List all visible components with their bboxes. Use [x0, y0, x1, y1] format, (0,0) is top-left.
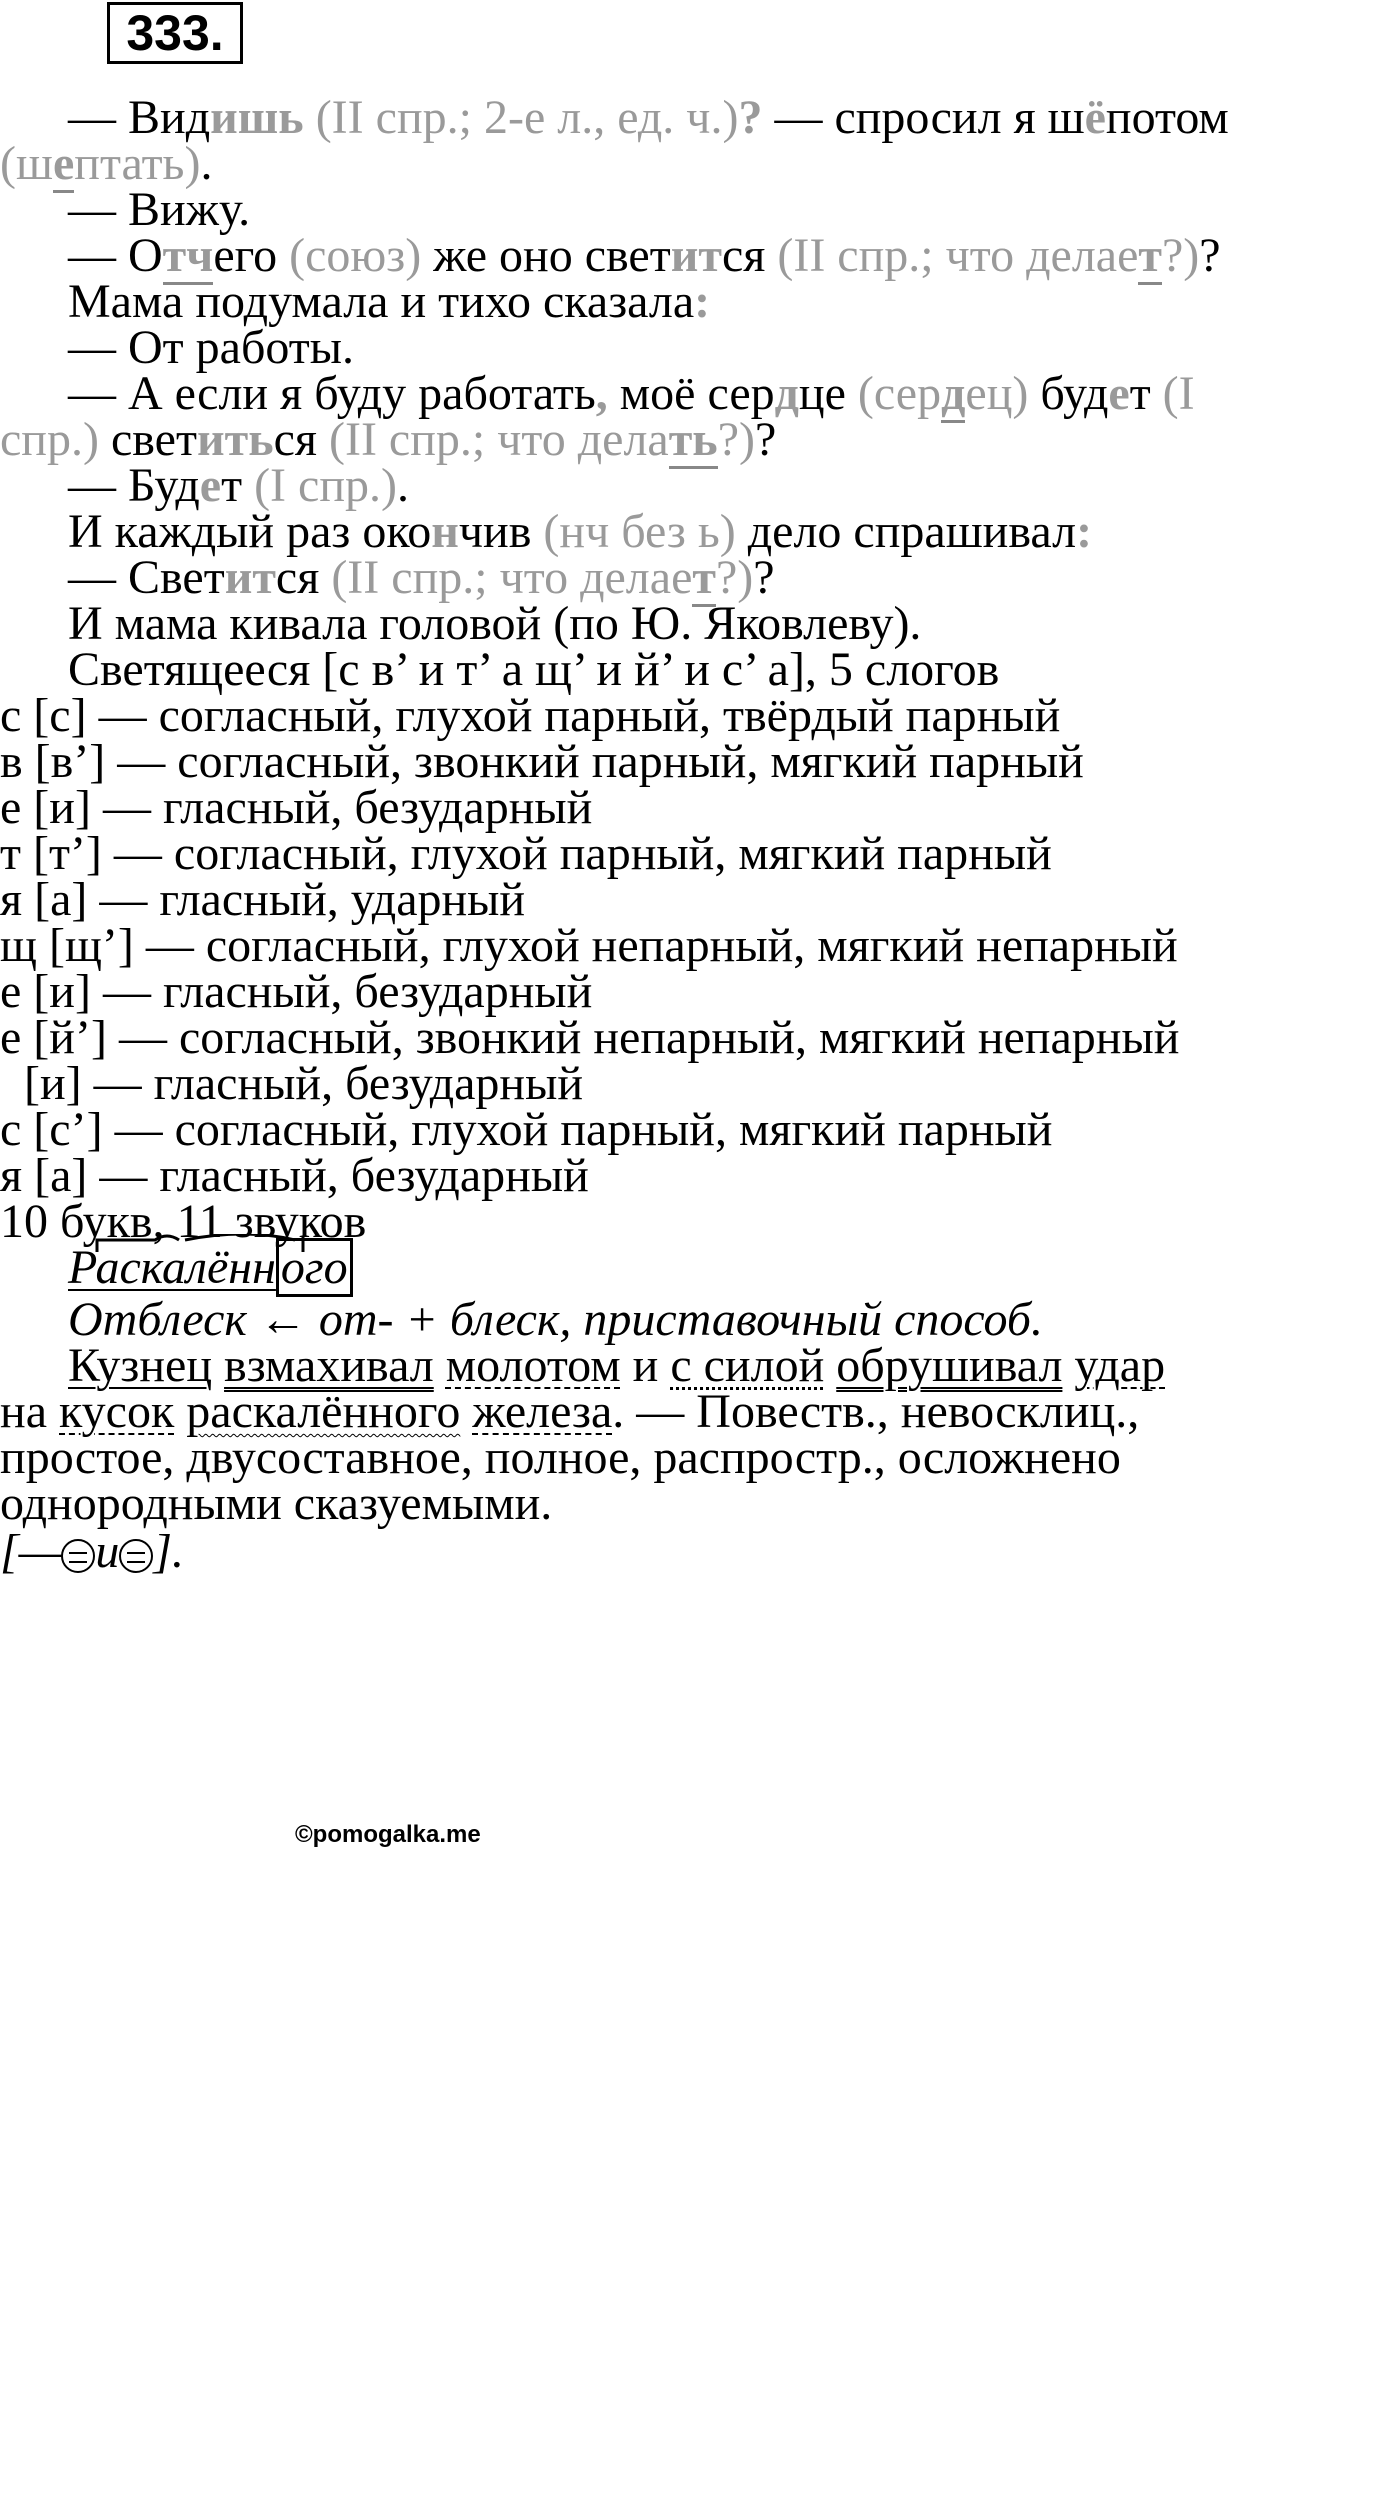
note: (II спр.; что делае: [319, 551, 693, 604]
text: свет: [98, 413, 197, 466]
word-ending: ого: [276, 1238, 353, 1297]
dialogue-line-1: [68, 88, 1229, 148]
highlight: :: [694, 275, 711, 328]
dialogue-line-3: — Вижу.: [68, 183, 251, 236]
text: ся: [275, 551, 320, 604]
note: (I: [1150, 367, 1195, 420]
phonetic-line: е [й’] — согласный, звонкий непарный, мягкий непарный: [0, 1011, 1180, 1064]
text: — О: [68, 229, 163, 282]
text: моё сер: [607, 367, 775, 420]
text: — Вид: [68, 91, 211, 144]
note: (нч без ь): [531, 505, 736, 558]
text: и: [620, 1339, 671, 1392]
watermark: ©pomogalka.me: [295, 1821, 481, 1848]
predicate-circle-icon: [61, 1539, 95, 1573]
highlight: д: [941, 367, 965, 423]
text: И каждый раз око: [68, 505, 432, 558]
highlight: ё: [1084, 91, 1106, 144]
highlight: н: [431, 505, 459, 558]
object: молотом: [445, 1339, 621, 1392]
text: — А если я буду работать: [68, 367, 596, 420]
sentence-scheme: [0, 1522, 184, 1582]
highlight: ?: [738, 91, 763, 144]
phonetic-line: с [с] — согласный, глухой парный, твёрдый парный: [0, 689, 1061, 742]
highlight: т: [1138, 229, 1162, 285]
text: — Свет: [68, 551, 225, 604]
exercise-number: 333.: [107, 2, 243, 64]
adverbial: с силой: [670, 1339, 825, 1392]
highlight: ит: [224, 551, 276, 604]
highlight: ть: [669, 413, 718, 469]
phonetic-line: с [с’] — согласный, глухой парный, мягкий парный: [0, 1103, 1053, 1156]
note: ?): [715, 551, 754, 604]
phonetic-header: Светящееся [с в’ и т’ а щ’ и й’ и с’ а], 5 слогов: [68, 643, 1000, 696]
note: (ш: [0, 137, 53, 190]
text: ].: [153, 1525, 185, 1578]
phonetic-summary: 10 букв, 11 звуков: [0, 1195, 367, 1248]
text: и: [95, 1525, 120, 1578]
text: его: [213, 229, 278, 282]
text: це: [798, 367, 846, 420]
text: ся: [273, 413, 317, 466]
note: ец): [965, 367, 1029, 420]
note: ?): [1161, 229, 1200, 282]
note: птать): [74, 137, 201, 190]
highlight: тч: [163, 229, 214, 285]
text: на: [0, 1385, 59, 1438]
text: дело спрашивал: [735, 505, 1077, 558]
highlight: ить: [196, 413, 274, 466]
highlight: е: [1108, 367, 1130, 420]
highlight: е: [199, 459, 222, 512]
word-formation: Отблеск ← от- + блеск, приставочный способ.: [68, 1293, 1044, 1346]
highlight: д: [774, 367, 799, 420]
text: . — Повеств., невосклиц.,: [612, 1385, 1140, 1438]
note: (II спр.; что делае: [765, 229, 1139, 282]
highlight: ,: [595, 367, 608, 420]
sentence-line-4: однородными сказуемыми.: [0, 1477, 553, 1530]
object: железа: [472, 1385, 613, 1438]
predicate: взмахивал: [224, 1339, 434, 1392]
note: (II спр.; 2-е л., ед. ч.): [303, 91, 739, 144]
predicate: обрушивал: [836, 1339, 1063, 1392]
text: [—: [0, 1525, 62, 1578]
text: .: [397, 459, 410, 512]
highlight: ит: [670, 229, 722, 282]
highlight: т: [692, 551, 716, 607]
phonetic-line: я [а] — гласный, ударный: [0, 873, 526, 926]
phonetic-line: т [т’] — согласный, глухой парный, мягкий парный: [0, 827, 1052, 880]
object: кусок: [59, 1385, 175, 1438]
text: ?: [1199, 229, 1221, 282]
phonetic-line: я [а] — гласный, безударный: [0, 1149, 589, 1202]
text: чив: [458, 505, 532, 558]
word-stem: Раскалённ: [68, 1241, 276, 1294]
text: ?: [753, 551, 775, 604]
predicate-circle-icon: [119, 1539, 153, 1573]
highlight: ишь: [210, 91, 304, 144]
text: т: [1129, 367, 1151, 420]
note: (I спр.): [242, 459, 398, 512]
note: спр.): [0, 413, 99, 466]
object: удар: [1074, 1339, 1166, 1392]
root-arc: [95, 1234, 395, 1254]
text: потом: [1105, 91, 1229, 144]
dialogue-line-12: И мама кивала головой (по Ю. Яковлеву).: [68, 597, 922, 650]
text: .: [200, 137, 213, 190]
note: (союз): [277, 229, 422, 282]
phonetic-line: в [в’] — согласный, звонкий парный, мягкий парный: [0, 735, 1084, 788]
sentence-line-3: простое, двусоставное, полное, распростр., осложнено: [0, 1431, 1121, 1484]
text: ся: [721, 229, 766, 282]
note: (сер: [845, 367, 942, 420]
note: (II спр.; что дела: [316, 413, 669, 466]
highlight: :: [1076, 505, 1093, 558]
text: же оно свет: [421, 229, 671, 282]
highlight: е: [53, 137, 74, 193]
text: — спросил я ш: [762, 91, 1085, 144]
subject: Кузнец: [68, 1339, 213, 1392]
phonetic-line: е [и] — гласный, безударный: [0, 965, 593, 1018]
note: ?): [717, 413, 755, 466]
text: ?: [754, 413, 777, 466]
text: т: [221, 459, 243, 512]
phonetic-line: е [и] — гласный, безударный: [0, 781, 593, 834]
phonetic-line: [и] — гласный, безударный: [0, 1057, 584, 1110]
text: буд: [1028, 367, 1109, 420]
text: Мама подумала и тихо сказала: [68, 275, 695, 328]
dialogue-line-6: — От работы.: [68, 321, 354, 374]
phonetic-line: щ [щ’] — согласный, глухой непарный, мягкий непарный: [0, 919, 1178, 972]
attribute: раскалённого: [186, 1385, 461, 1438]
text: — Буд: [68, 459, 200, 512]
